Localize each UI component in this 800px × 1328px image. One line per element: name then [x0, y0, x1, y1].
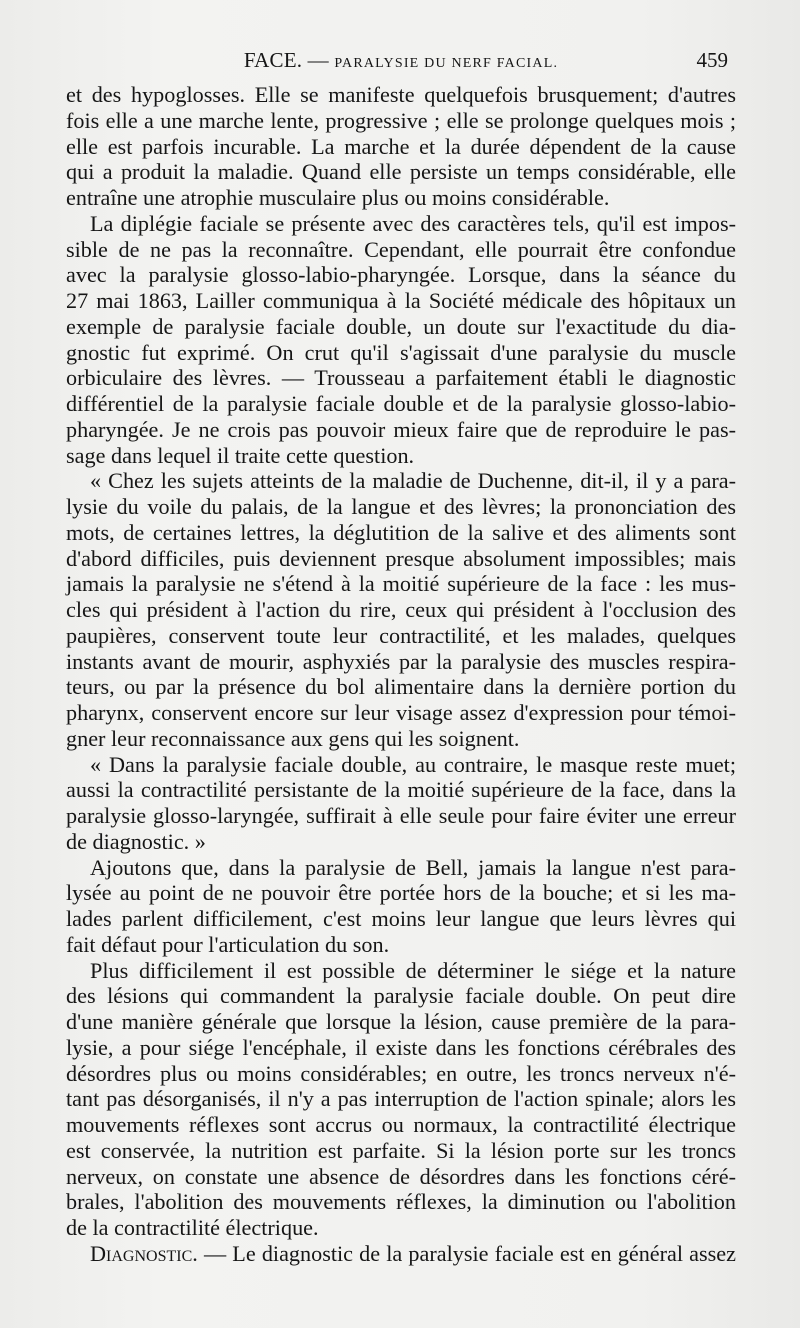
header-title-sub: PARALYSIE DU NERF FACIAL. — [334, 56, 559, 71]
body-text — [66, 82, 736, 1267]
text-line: 27 mai 1863, Lailler communiqua à la Société médicale des hôpitaux un — [66, 288, 736, 313]
text-line: d'abord difficiles, puis deviennent presque absolument impossibles; mais — [66, 545, 736, 571]
text-line-final — [66, 1241, 736, 1267]
text-line: brales, l'abolition des mouvements réflexes, la diminution ou l'abolition — [66, 1189, 736, 1215]
text-line: qui a produit la maladie. Quand elle persiste un temps considérable, elle — [66, 159, 736, 185]
text-line: La diplégie faciale se présente avec des caractères tels, qu'il est impos- — [90, 210, 736, 236]
text-line: nerveux, on constate une absence de désordres dans les fonctions céré- — [66, 1163, 736, 1189]
header-title — [66, 48, 736, 73]
text-line: d'une manière générale que lorsque la lésion, cause première de la para- — [66, 1009, 736, 1034]
text-line: fois elle a une marche lente, progressive ; elle se prolonge quelques mois ; — [66, 107, 736, 133]
text-line: « Chez les sujets atteints de la maladie de Duchenne, dit-il, il y a para- — [90, 468, 736, 494]
text-line: des lésions qui commandent la paralysie faciale double. On peut dire — [66, 983, 736, 1009]
text-line: mouvements réflexes sont accrus ou normaux, la contractilité électrique — [66, 1112, 736, 1137]
page-number: 459 — [696, 48, 728, 72]
text-line: lysie du voile du palais, de la langue et des lèvres; la prononciation des — [66, 494, 736, 519]
section-heading-diagnostic: Diagnostic. — [90, 1240, 198, 1266]
text-line: pharyngée. Je ne crois pas pouvoir mieux faire que de reproduire le pas- — [66, 416, 736, 442]
text-line: aussi la contractilité persistante de la moitié supérieure de la face, dans la — [66, 777, 736, 803]
text-line: entraîne une atrophie musculaire plus ou moins considérable. — [66, 185, 610, 210]
text-line: gnostic fut exprimé. On crut qu'il s'agissait d'une paralysie du muscle — [66, 339, 736, 365]
text-line: fait défaut pour l'articulation du son. — [66, 931, 390, 957]
text-line: orbiculaire des lèvres. — Trousseau a parfaitement établi le diagnostic — [66, 365, 736, 391]
text-line: est conservée, la nutrition est parfaite. Si la lésion porte sur les troncs — [66, 1137, 736, 1163]
text-line: de diagnostic. » — [66, 828, 206, 854]
text-line: désordres plus ou moins considérables; en outre, les troncs nerveux n'é- — [66, 1060, 736, 1086]
text-line: mots, de certaines lettres, la déglutition de la salive et des aliments sont — [66, 519, 736, 545]
text-line: Plus difficilement il est possible de déterminer le siége et la nature — [90, 957, 736, 983]
text-line: teurs, ou par la présence du bol alimentaire dans la dernière portion du — [66, 674, 736, 700]
text-line: tant pas désorganisés, il n'y a pas interruption de l'action spinale; alors les — [66, 1086, 736, 1112]
header-title-separator: — — [302, 48, 335, 72]
text-line: paupières, conservent toute leur contractilité, et les malades, quelques — [66, 622, 736, 648]
text-line: Ajoutons que, dans la paralysie de Bell, jamais la langue n'est para- — [90, 854, 736, 880]
text-line: pharynx, conservent encore sur leur visage assez d'expression pour témoi- — [66, 700, 736, 725]
text-line: jamais la paralysie ne s'étend à la moitié supérieure de la face : les mus- — [66, 571, 736, 597]
text-line: « Dans la paralysie faciale double, au contraire, le masque reste muet; — [90, 751, 736, 777]
text-line: cles qui président à l'action du rire, ceux qui président à l'occlusion des — [66, 597, 736, 622]
text-line: paralysie glosso-laryngée, suffirait à elle seule pour faire éviter une erreur — [66, 803, 736, 828]
text-line: exemple de paralysie faciale double, un doute sur l'exactitude du dia- — [66, 313, 736, 339]
text-line: différentiel de la paralysie faciale double et de la paralysie glosso-labio- — [66, 391, 736, 416]
header-title-main: FACE. — [243, 48, 303, 72]
text-line: avec la paralysie glosso-labio-pharyngée. Lorsque, dans la séance du — [66, 262, 736, 288]
text-line: sible de ne pas la reconnaître. Cependant, elle pourrait être confondue — [66, 236, 736, 262]
running-header — [66, 48, 736, 74]
text-line: lysée au point de ne pouvoir être portée hors de la bouche; et si les ma- — [66, 880, 736, 906]
text-line: lysie, a pour siége l'encéphale, il existe dans les fonctions cérébrales des — [66, 1034, 736, 1060]
text-line: et des hypoglosses. Elle se manifeste quelquefois brusquement; d'autres — [66, 82, 736, 107]
text-line: elle est parfois incurable. La marche et la durée dépendent de la cause — [66, 133, 736, 159]
text-line: gner leur reconnaissance aux gens qui les soignent. — [66, 725, 520, 751]
text-line: de la contractilité électrique. — [66, 1215, 319, 1240]
text-line: sage dans lequel il traite cette question. — [66, 442, 415, 468]
text-line: lades parlent difficilement, c'est moins leur langue que leurs lèvres qui — [66, 906, 736, 931]
text-line: instants avant de mourir, asphyxiés par la paralysie des muscles respira- — [66, 648, 736, 674]
final-line-text: — Le diagnostic de la paralysie faciale est en général assez — [197, 1240, 736, 1266]
